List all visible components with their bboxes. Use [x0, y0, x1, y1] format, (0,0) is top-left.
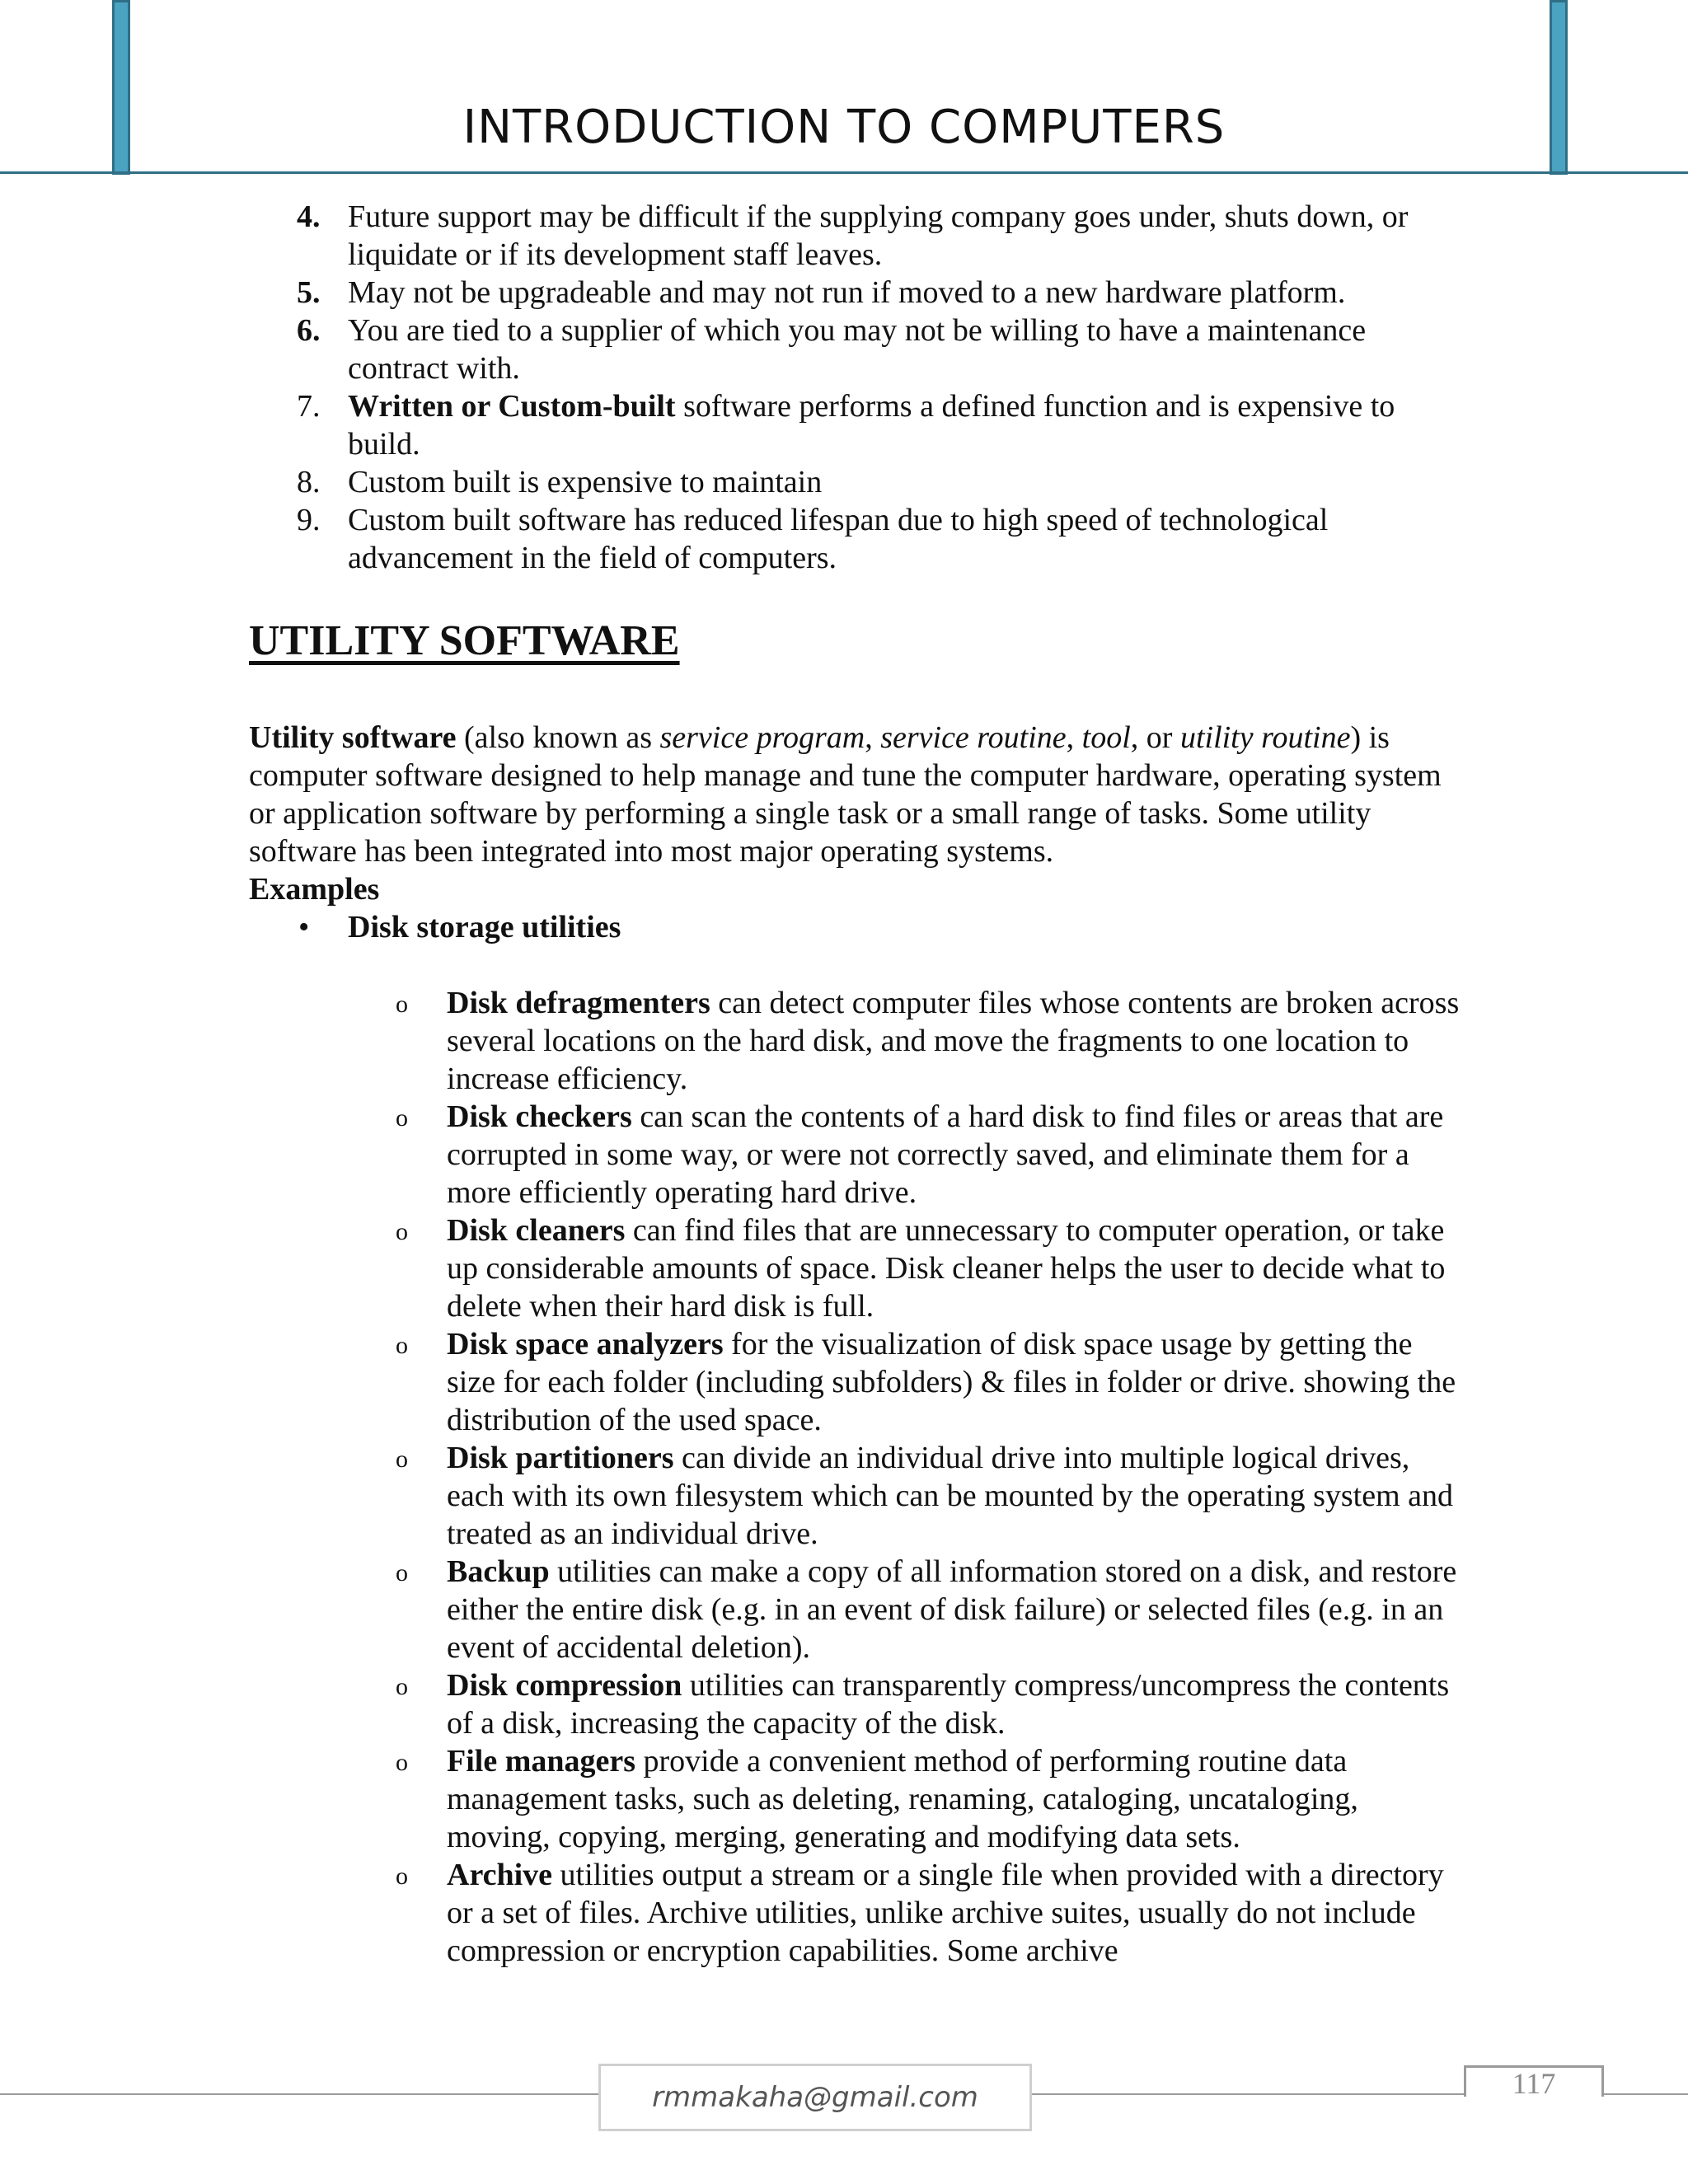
- sub-item-text: utilities can make a copy of all information stored on a disk, and restore either the entire disk (e.g. in an event of disk failure) or selected files (e.g. in an event of accidental deletion).: [447, 1554, 1457, 1665]
- bullet-item: [249, 908, 1461, 946]
- bullet-label: Disk storage utilities: [348, 910, 621, 944]
- sub-list-item: [249, 1742, 1461, 1856]
- sub-bullet-marker: o: [396, 1673, 408, 1700]
- item-term: Written or Custom-built: [348, 389, 676, 424]
- numbered-item: [249, 198, 1461, 274]
- sub-item-text: can divide an individual drive into multiple logical drives, each with its own filesystem which can be mounted by the operating system and treated as an individual drive.: [447, 1441, 1453, 1551]
- sub-bullet-marker: o: [396, 1446, 408, 1473]
- intro-separator: ,: [865, 720, 881, 755]
- intro-text: ) is computer software designed to help manage and tune the computer hardware, operating system or application software by performing a single task or a small range of tasks. Some utility software has been integrated into most major operating systems.: [249, 720, 1442, 869]
- item-text: Future support may be difficult if the supplying company goes under, shuts down, or liquidate or if its development staff leaves.: [348, 199, 1409, 272]
- sub-bullet-marker: o: [396, 1863, 408, 1890]
- sub-item-text: provide a convenient method of performing routine data management tasks, such as deleting, renaming, cataloging, uncataloging, moving, copying, merging, generating and modifying data sets.: [447, 1744, 1358, 1854]
- intro-term: Utility software: [249, 720, 457, 755]
- sub-list: [249, 984, 1461, 1970]
- sub-bullet-marker: o: [396, 1749, 408, 1776]
- item-text: Custom built software has reduced lifespan due to high speed of technological advancement in the field of computers.: [348, 503, 1329, 575]
- intro-alt-name: service routine: [880, 720, 1067, 755]
- footer-rule-right: [1604, 2093, 1688, 2095]
- sub-item-text: can find files that are unnecessary to computer operation, or take up considerable amounts of space. Disk cleaner helps the user to decide what to delete when their hard disk is full.: [447, 1213, 1446, 1324]
- item-text: software performs a defined function and is expensive to build.: [348, 389, 1395, 462]
- item-number: 4.: [297, 199, 321, 234]
- numbered-list: [249, 198, 1461, 577]
- sub-bullet-marker: o: [396, 1218, 408, 1245]
- sub-bullet-marker: o: [396, 991, 408, 1018]
- sub-item-text: for the visualization of disk space usage by getting the size for each folder (including subfolders) & files in folder or drive. showing the distribution of the used space.: [447, 1327, 1456, 1437]
- item-text: You are tied to a supplier of which you may not be willing to have a maintenance contract with.: [348, 313, 1367, 386]
- sub-list-item: [249, 1212, 1461, 1325]
- sub-list-item: [249, 1553, 1461, 1666]
- sub-item-term: Disk space analyzers: [447, 1327, 724, 1361]
- numbered-item: [249, 463, 1461, 501]
- item-number: 6.: [297, 313, 321, 348]
- sub-item-text: can detect computer files whose contents are broken across several locations on the hard disk, and move the fragments to one location to increase efficiency.: [447, 986, 1460, 1096]
- intro-separator: ,: [1066, 720, 1082, 755]
- footer-email: rmmakaha@gmail.com: [598, 2064, 1032, 2131]
- sub-list-item: [249, 1666, 1461, 1742]
- item-text: Custom built is expensive to maintain: [348, 465, 823, 499]
- header-rule: [0, 171, 1688, 174]
- numbered-item: [249, 274, 1461, 312]
- page-header-title: INTRODUCTION TO COMPUTERS: [462, 101, 1226, 154]
- sub-list-item: [249, 984, 1461, 1098]
- footer-rule-middle: [1032, 2093, 1464, 2095]
- sub-item-term: Backup: [447, 1554, 550, 1589]
- sub-item-text: utilities can transparently compress/uncompress the contents of a disk, increasing the capacity of the disk.: [447, 1668, 1450, 1741]
- sub-item-term: Disk partitioners: [447, 1441, 674, 1475]
- numbered-item: [249, 501, 1461, 577]
- item-text: May not be upgradeable and may not run if moved to a new hardware platform.: [348, 275, 1346, 310]
- section-heading: UTILITY SOFTWARE: [249, 617, 680, 664]
- intro-alt-name: tool: [1081, 720, 1131, 755]
- sub-list-item: [249, 1325, 1461, 1439]
- sub-bullet-marker: o: [396, 1332, 408, 1359]
- intro-alt-name: service program: [659, 720, 865, 755]
- intro-paragraph: [249, 719, 1461, 870]
- intro-text: (also known as: [456, 720, 660, 755]
- item-number: 8.: [297, 465, 321, 499]
- sub-item-term: Disk checkers: [447, 1099, 632, 1134]
- page-number: 117: [1464, 2065, 1604, 2097]
- item-number: 7.: [297, 389, 321, 424]
- examples-label: Examples: [249, 872, 380, 907]
- sub-item-term: Disk cleaners: [447, 1213, 626, 1248]
- sub-item-term: Disk compression: [447, 1668, 682, 1703]
- sub-list-item: [249, 1098, 1461, 1212]
- sub-item-text: utilities output a stream or a single file when provided with a directory or a set of files. Archive utilities, unlike archive suites, usually do not include compression or encryption capabilities. Some archive: [447, 1858, 1444, 1968]
- intro-alt-name: utility routine: [1179, 720, 1351, 755]
- intro-separator: , or: [1130, 720, 1180, 755]
- sub-bullet-marker: o: [396, 1559, 408, 1586]
- numbered-item: [249, 387, 1461, 463]
- sub-list-item: [249, 1439, 1461, 1553]
- sub-bullet-marker: o: [396, 1104, 408, 1132]
- item-number: 5.: [297, 275, 321, 310]
- page-content: [249, 198, 1461, 1970]
- numbered-item: [249, 312, 1461, 387]
- item-number: 9.: [297, 503, 321, 537]
- sub-item-term: Disk defragmenters: [447, 986, 710, 1020]
- footer-rule-left: [0, 2093, 598, 2095]
- sub-list-item: [249, 1856, 1461, 1970]
- sub-item-term: File managers: [447, 1744, 636, 1779]
- bullet-marker: •: [298, 910, 310, 944]
- sub-item-term: Archive: [447, 1858, 553, 1892]
- sub-item-text: can scan the contents of a hard disk to find files or areas that are corrupted in some way, or were not correctly saved, and eliminate them for a more efficiently operating hard drive.: [447, 1099, 1444, 1210]
